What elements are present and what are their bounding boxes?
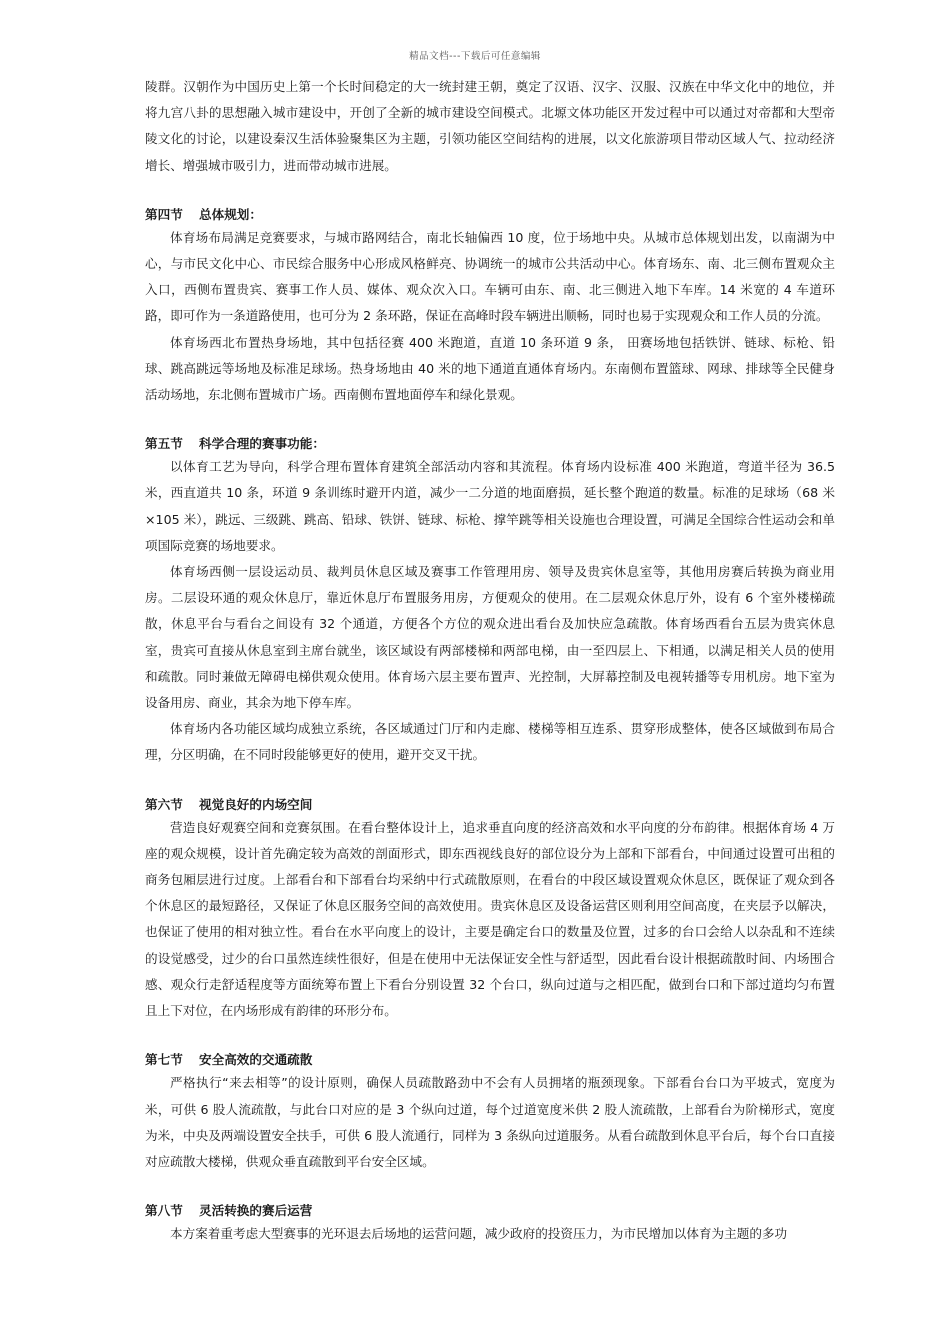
- paragraph: 营造良好观赛空间和竞赛氛围。在看台整体设计上，追求垂直向度的经济高效和水平向度的分布韵律。根据体育场 4 万座的观众规模，设计首先确定较为高效的剖面形式，即东西视线良好的部位设分为上部和下部看台，中间通过设置可出租的商务包厢层进行过度。上部看台和下部看台均采纳中行式疏散原则，在看台的中段区域设置观众休息区，既保证了观众到各个休息区的最短路径，又保证了休息区服务空间的高效使用。贵宾休息区及设备运营区则利用空间高度，在夹层予以解决，也保证了使用的相对独立性。看台在水平向度上的设计，主要是确定台口的数量及位置，过多的台口会给人以杂乱和不连续的设觉感受，过少的台口虽然连续性很好，但是在使用中无法保证安全性与舒适型，因此看台设计根据疏散时间、内场围合感、观众行走舒适程度等方面统筹布置上下看台分别设置 32 个台口，纵向过道与之相匹配，做到台口和下部过道均匀布置且上下对位，在内场形成有韵律的环形分布。: [145, 819, 835, 1019]
- section-5: [145, 434, 835, 768]
- section-heading: [145, 1050, 835, 1070]
- section-heading: [145, 205, 835, 225]
- document-body: [145, 74, 835, 1247]
- section-title: 安全高效的交通疏散: [199, 1052, 313, 1068]
- section-heading: [145, 795, 835, 815]
- section-heading: [145, 434, 835, 454]
- section-title: 视觉良好的内场空间: [199, 796, 313, 812]
- paragraph: 严格执行“来去相等”的设计原则，确保人员疏散路劲中不会有人员拥堵的瓶颈现象。下部看台台口为平坡式，宽度为米，可供 6 股人流疏散，与此台口对应的是 3 个纵向过道，每个过道宽度米供 2 股人流疏散，上部看台为阶梯形式，宽度为米，中央及两端设置安全扶手，可供 6 股人流通行，同样为 3 条纵向过道服务。从看台疏散到休息平台后，每个台口直接对应疏散大楼梯，供观众垂直疏散到平台安全区域。: [145, 1075, 835, 1169]
- paragraph: 本方案着重考虑大型赛事的光环退去后场地的运营问题，减少政府的投资压力，为市民增加以体育为主题的多功: [170, 1226, 788, 1242]
- section-4: [145, 205, 835, 408]
- paragraph: 体育场西侧一层设运动员、裁判员休息区域及赛事工作管理用房、领导及贵宾休息室等，其他用房赛后转换为商业用房。二层设环通的观众休息厅，靠近休息厅布置服务用房，方便观众的使用。在二层观众休息厅外，设有 6 个室外楼梯疏散，休息平台与看台之间设有 32 个通道，方便各个方位的观众进出看台及加快应急疏散。体育场西看台五层为贵宾休息室，贵宾可直接从休息室到主席台就坐，该区域设有两部楼梯和两部电梯，由一至四层上、下相通，以满足相关人员的使用和疏散。同时兼做无障碍电梯供观众使用。体育场六层主要布置声、光控制，大屏幕控制及电视转播等专用机房。地下室为设备用房、商业，其余为地下停车库。: [145, 564, 835, 711]
- section-8: [145, 1201, 835, 1247]
- section-number: 第四节: [145, 206, 183, 222]
- paragraph: 体育场内各功能区域均成独立系统，各区域通过门厅和内走廊、楼梯等相互连系、贯穿形成整体，使各区域做到布局合理，分区明确，在不同时段能够更好的使用，避开交叉干扰。: [145, 721, 835, 763]
- section-7: [145, 1050, 835, 1175]
- section-heading: [145, 1201, 835, 1221]
- section-number: 第五节: [145, 436, 183, 452]
- section-number: 第七节: [145, 1052, 183, 1068]
- section-number: 第六节: [145, 796, 183, 812]
- paragraph: 体育场布局满足竞赛要求，与城市路网结合，南北长轴偏西 10 度，位于场地中央。从城市总体规划出发，以南湖为中心，与市民文化中心、市民综合服务中心形成风格鲜亮、协调统一的城市公共活动中心。体育场东、南、北三侧布置观众主入口，西侧布置贵宾、赛事工作人员、媒体、观众次入口。车辆可由东、南、北三侧进入地下车库。14 米宽的 4 车道环路，即可作为一条道路使用，也可分为 2 条环路，保证在高峰时段车辆进出顺畅，同时也易于实现观众和工作人员的分流。: [145, 229, 835, 324]
- section-number: 第八节: [145, 1203, 183, 1219]
- page-header: 精品文档---下载后可任意编辑: [409, 51, 541, 62]
- paragraph: 以体育工艺为导向，科学合理布置体育建筑全部活动内容和其流程。体育场内设标准 400 米跑道，弯道半径为 36.5 米，西直道共 10 条，环道 9 条训练时避开内道，减少一二分道的地面磨损，延长整个跑道的数量。标准的足球场（68 米×105 米），跳远、三级跳、跳高、铅球、铁饼、链球、标枪、撑竿跳等相关设施也合理设置，可满足全国综合性运动会和单项国际竞赛的场地要求。: [145, 459, 835, 553]
- section-title: 灵活转换的赛后运营: [199, 1203, 313, 1219]
- section-title: 科学合理的赛事功能：: [199, 436, 325, 452]
- section-6: [145, 795, 835, 1025]
- section-title: 总体规划：: [199, 206, 262, 222]
- paragraph: 体育场西北布置热身场地，其中包括径赛 400 米跑道，直道 10 条环道 9 条， 田赛场地包括铁饼、链球、标枪、铅球、跳高跳远等场地及标准足球场。热身场地由 40 米的地下通道直通体育场内。东南侧布置篮球、网球、排球等全民健身活动场地，东北侧布置城市广场。西南侧布置地面停车和绿化景观。: [145, 334, 835, 403]
- intro-paragraph: 陵群。汉朝作为中国历史上第一个长时间稳定的大一统封建王朝，奠定了汉语、汉字、汉服、汉族在中华文化中的地位，并将九宫八卦的思想融入城市建设中，开创了全新的城市建设空间模式。北塬文体功能区开发过程中可以通过对帝都和大型帝陵文化的讨论，以建设秦汉生活体验聚集区为主题，引领功能区空间结构的进展，以文化旅游项目带动区域人气、拉动经济增长、增强城市吸引力，进而带动城市进展。: [145, 79, 835, 173]
